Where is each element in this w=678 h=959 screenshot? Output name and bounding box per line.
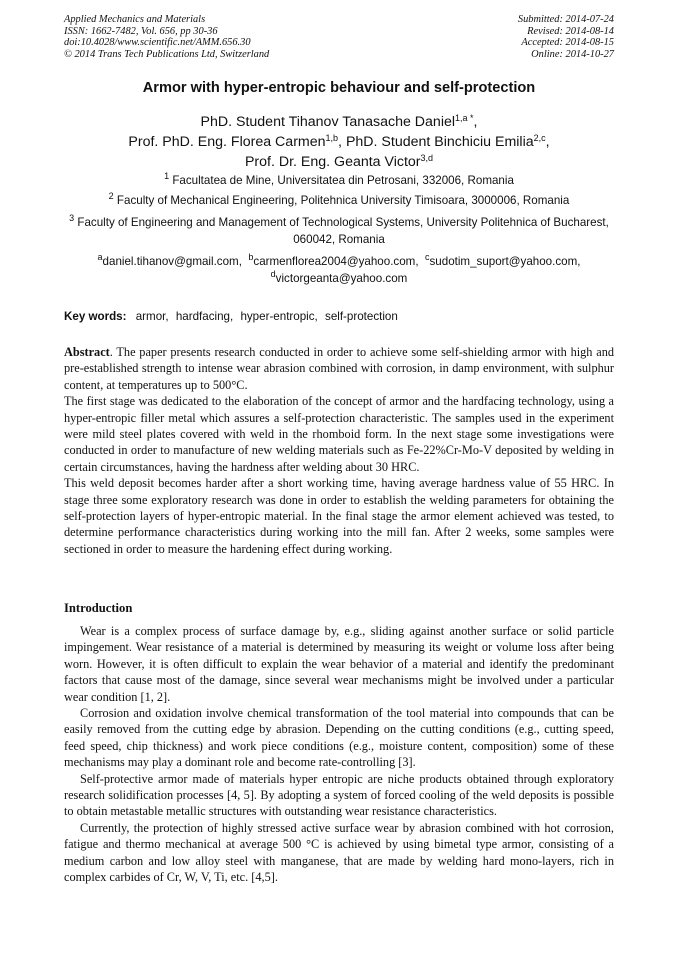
email-marker: a: [97, 252, 103, 262]
affiliation-marker: 3: [69, 213, 75, 223]
affiliation-1: [66, 172, 612, 189]
abstract-paragraph: [64, 344, 614, 393]
paper-title: Armor with hyper-entropic behaviour and self-protection: [142, 80, 536, 96]
author-name: Prof. Dr. Eng. Geanta Victor: [244, 154, 421, 170]
intro-paragraph: Wear is a complex process of surface damage by, e.g., sliding against another surface or solid particle impingement. Wear resistance of a material is determined by measuring its weight or volume loss after being worn. However, it is often difficult to explain the wear behavior of a material and identify the predominant factors that cause most of the damage, since several wear mechanisms might be involved under a particular wear condition [1, 2].: [64, 624, 614, 704]
date-online: Online: 2014-10-27: [531, 48, 614, 60]
abstract-paragraph: The first stage was dedicated to the elaboration of the concept of armor and the hardfacing technology, using a hyper-entropic filler metal which assures a self-protection characteristic. The samples used in the experiment were mild steel plates covered with weld in the rhomboid form. In the next stage some investigations were conducted in order to manufacture of new welding materials such as Fe-22%Cr-Mo-V deposited by welding in certain circumstances, having the hardness after welding about 30 HRC.: [64, 394, 614, 474]
author-name: Prof. PhD. Eng. Florea Carmen: [128, 134, 326, 150]
keyword: armor,: [135, 310, 169, 323]
abstract-text: . The paper presents research conducted in order to achieve some self-shielding armor with high and pre-established strength to intense wear abrasion combined with corrosion, in damp environment, with sulphur content, at temperatures up to 500°C.: [64, 345, 614, 392]
author-emails-cont: [66, 270, 612, 287]
affiliations: [66, 172, 612, 287]
email-marker: b: [248, 252, 254, 262]
abstract-paragraph: This weld deposit becomes harder after a short working time, having average hardness value of 55 HRC. In stage three some exploratory research was done in order to establish the welding parameters for obtaining the self-protection layers of hyper-entropic material. In the final stage the armor element achieved was tested, to determine performance characteristics during working into the mill fan. After 2 weeks, some samples were sectioned in order to measure the hardening effect during working.: [64, 476, 614, 556]
author-marker: 1,b: [325, 133, 339, 143]
intro-paragraph: Corrosion and oxidation involve chemical transformation of the tool material into compounds that can be easily removed from the cutting edge by abrasion. Depending on the cutting conditions (e.g., cutting speed, feed speed, chip thickness) and work piece conditions (e.g., moisture content, composition) some of these mechanisms may play a dominant role and become rate-controlling [3].: [64, 706, 614, 770]
author-marker: 2,c: [533, 133, 546, 143]
keyword: hardfacing,: [175, 310, 234, 323]
journal-copyright: © 2014 Trans Tech Publications Ltd, Switzerland: [64, 48, 270, 60]
date-revised: Revised: 2014-08-14: [527, 25, 614, 37]
email-link[interactable]: daniel.tihanov@gmail.com,: [102, 255, 242, 268]
abstract-label: Abstract: [64, 345, 110, 359]
abstract: [64, 344, 614, 557]
keyword: self-protection: [325, 310, 398, 323]
keywords-label: Key words:: [64, 310, 127, 323]
intro-paragraph: Currently, the protection of highly stressed active surface wear by abrasion combined with hot corrosion, fatigue and thermo mechanical at average 500 °C is achieved by using bimetal type armor, consisting of a medium carbon and low alloy steel with manganese, that are made by welding hard mono-layers, rich in complex carbides of Cr, W, V, Ti, etc. [4,5].: [64, 820, 614, 885]
email-link[interactable]: carmenflorea2004@yahoo.com,: [253, 255, 419, 268]
author-line-2: Prof. PhD. Eng. Florea Carmen$^{1,b}$, PhD. Student Binchiciu Emilia$^{2,c}$,: [128, 133, 550, 150]
email-link[interactable]: victorgeanta@yahoo.com: [275, 272, 408, 285]
affiliation-text: Facultatea de Mine, Universitatea din Petrosani, 332006, Romania: [172, 174, 514, 187]
email-marker: c: [425, 252, 430, 262]
affiliation-2: [66, 192, 612, 209]
keyword: hyper-entropic,: [240, 310, 318, 323]
section-heading-introduction: Introduction: [64, 601, 133, 615]
author-list: [40, 112, 638, 172]
intro-paragraph: Self-protective armor made of materials hyper entropic are niche products obtained through exploratory research solidification processes [4, 5]. By adopting a system of forced cooling of the weld deposits is possible to obtain metastable metallic structures with outstanding wear resistance characteristics.: [64, 771, 614, 819]
date-accepted: Accepted: 2014-08-15: [521, 37, 614, 49]
author-name: PhD. Student Binchiciu Emilia: [345, 134, 534, 150]
author-name: PhD. Student Tihanov Tanasache Daniel: [200, 114, 456, 130]
author-line-1: PhD. Student Tihanov Tanasache Daniel$^{1,a *}$,: [200, 113, 478, 130]
author-marker: 3,d: [420, 153, 434, 163]
keywords: [64, 310, 624, 323]
journal-name: Applied Mechanics and Materials: [64, 14, 206, 25]
affiliation-3: [66, 214, 612, 248]
affiliation-text: Faculty of Mechanical Engineering, Politehnica University Timisoara, 3000006, Romania: [116, 194, 570, 207]
author-emails: [66, 253, 612, 270]
affiliation-text: Faculty of Engineering and Management of Technological Systems, University Politehnica of Bucharest, 060042, Romania: [77, 216, 609, 246]
author-marker: 1,a *: [455, 113, 474, 123]
submission-dates: [518, 14, 614, 60]
journal-info: [64, 14, 269, 60]
author-line-3: [40, 152, 638, 172]
affiliation-marker: 1: [164, 171, 170, 181]
email-link[interactable]: sudotim_suport@yahoo.com,: [429, 255, 581, 268]
email-marker: d: [270, 269, 276, 279]
date-submitted: Submitted: 2014-07-24: [517, 14, 614, 25]
affiliation-marker: 2: [108, 191, 114, 201]
introduction-body: [64, 623, 614, 886]
journal-issn: ISSN: 1662-7482, Vol. 656, pp 30-36: [64, 25, 218, 37]
journal-doi: doi:10.4028/www.scientific.net/AMM.656.30: [64, 37, 251, 49]
